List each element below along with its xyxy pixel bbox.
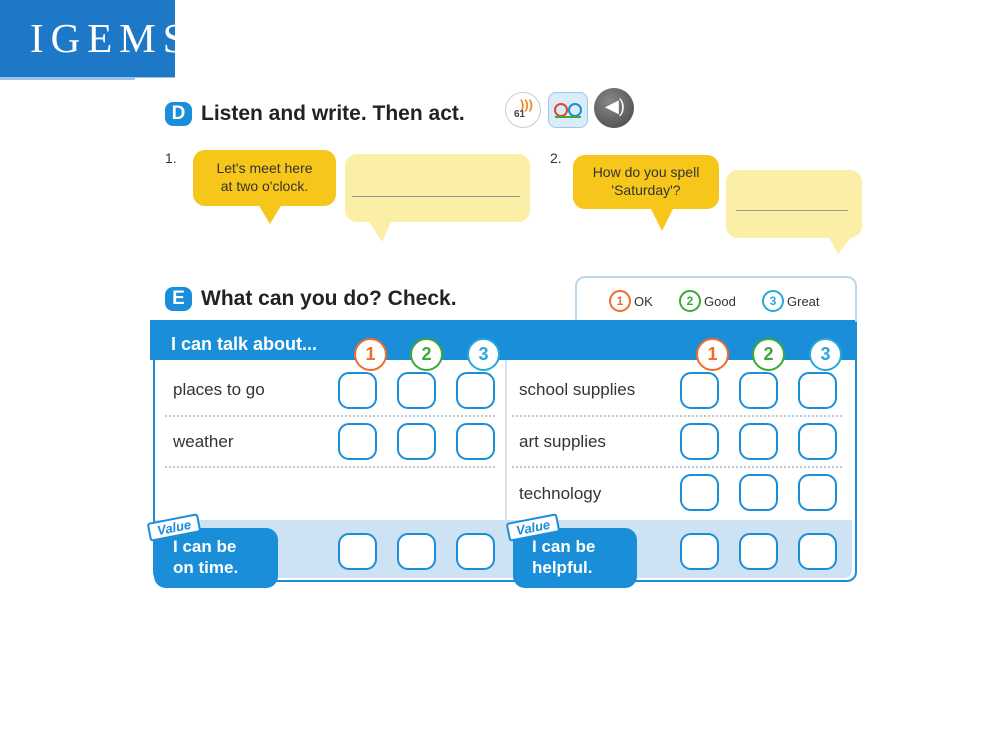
legend-great <box>762 290 820 312</box>
item-1-number: 1. <box>165 150 177 166</box>
table-header-text: I can talk about... <box>171 334 318 354</box>
legend-great-circle: 3 <box>762 290 784 312</box>
legend-good <box>679 290 736 312</box>
rating-legend <box>575 276 857 324</box>
checkbox-school-supplies-2[interactable] <box>739 372 778 409</box>
row-label-places: places to go <box>173 380 265 399</box>
value-tag-on-time: Value <box>147 513 202 542</box>
checkbox-places-3[interactable] <box>456 372 495 409</box>
answer-bubble-2[interactable] <box>726 170 862 238</box>
row-label-weather: weather <box>173 432 234 451</box>
checkbox-helpful-1[interactable] <box>680 533 719 570</box>
checkbox-places-2[interactable] <box>397 372 436 409</box>
prompt-1-line-1: Let's meet here <box>216 160 313 176</box>
row-separator <box>512 415 842 417</box>
rating-1-circle-right: 1 <box>696 338 729 371</box>
section-e-heading: What can you do? Check. <box>201 287 457 310</box>
checkbox-helpful-3[interactable] <box>798 533 837 570</box>
checkbox-places-1[interactable] <box>338 372 377 409</box>
legend-good-circle: 2 <box>679 290 701 312</box>
section-e-title <box>165 287 457 311</box>
section-e-badge: E <box>165 287 192 311</box>
speaker-icon[interactable]: ◀) <box>594 88 634 128</box>
answer-bubble-2-tail <box>828 236 852 254</box>
section-d-title <box>165 102 465 126</box>
rating-3-circle-right: 3 <box>809 338 842 371</box>
prompt-bubble-1-tail <box>258 204 282 224</box>
section-d-heading: Listen and write. Then act. <box>201 102 465 125</box>
answer-bubble-1-tail <box>368 220 392 242</box>
prompt-2-line-2: 'Saturday'? <box>611 182 681 198</box>
checkbox-weather-2[interactable] <box>397 423 436 460</box>
checkbox-helpful-2[interactable] <box>739 533 778 570</box>
audio-waves-icon: ))) <box>520 97 533 112</box>
rating-2-circle-right: 2 <box>752 338 785 371</box>
checkbox-weather-3[interactable] <box>456 423 495 460</box>
value-on-time-line-1: I can be <box>173 537 237 556</box>
prompt-2-line-1: How do you spell <box>592 164 700 180</box>
checkbox-on-time-2[interactable] <box>397 533 436 570</box>
answer-line-2[interactable] <box>736 210 848 211</box>
rating-2-circle-left: 2 <box>410 338 443 371</box>
rating-3-circle-left: 3 <box>467 338 500 371</box>
legend-ok-label: OK <box>634 293 653 309</box>
answer-line-1[interactable] <box>352 196 520 197</box>
checkbox-technology-1[interactable] <box>680 474 719 511</box>
legend-great-label: Great <box>787 293 820 309</box>
checkbox-on-time-3[interactable] <box>456 533 495 570</box>
row-label-technology: technology <box>519 484 602 503</box>
row-label-art-supplies: art supplies <box>519 432 606 451</box>
prompt-bubble-2 <box>573 155 719 209</box>
checkbox-weather-1[interactable] <box>338 423 377 460</box>
value-tag-helpful: Value <box>506 513 561 542</box>
prompt-1-line-2: at two o'clock. <box>220 178 309 194</box>
legend-good-label: Good <box>704 293 736 309</box>
row-separator <box>512 466 842 468</box>
prompt-bubble-1 <box>193 150 336 206</box>
item-2-number: 2. <box>550 150 562 166</box>
video-icon[interactable] <box>548 92 588 128</box>
checkbox-school-supplies-1[interactable] <box>680 372 719 409</box>
brand-logo-text: IGEMS <box>30 15 193 61</box>
section-d-badge: D <box>165 102 192 126</box>
checkbox-art-supplies-3[interactable] <box>798 423 837 460</box>
brand-banner <box>0 0 193 77</box>
legend-ok-circle: 1 <box>609 290 631 312</box>
legend-ok <box>609 290 653 312</box>
audio-track-number: 61 <box>514 109 526 120</box>
row-label-school-supplies: school supplies <box>519 380 636 399</box>
checkbox-technology-2[interactable] <box>739 474 778 511</box>
answer-bubble-1[interactable] <box>345 154 530 222</box>
checkbox-technology-3[interactable] <box>798 474 837 511</box>
row-separator <box>165 466 495 468</box>
checkbox-art-supplies-1[interactable] <box>680 423 719 460</box>
row-separator <box>165 415 495 417</box>
value-helpful-line-1: I can be <box>532 537 596 556</box>
value-helpful-line-2: helpful. <box>532 558 593 577</box>
audio-track-icon[interactable] <box>505 92 541 128</box>
checkbox-on-time-1[interactable] <box>338 533 377 570</box>
prompt-bubble-2-tail <box>650 207 674 231</box>
column-divider <box>505 360 507 520</box>
rating-1-circle-left: 1 <box>354 338 387 371</box>
value-on-time-line-2: on time. <box>173 558 239 577</box>
checkbox-art-supplies-2[interactable] <box>739 423 778 460</box>
checkbox-school-supplies-3[interactable] <box>798 372 837 409</box>
